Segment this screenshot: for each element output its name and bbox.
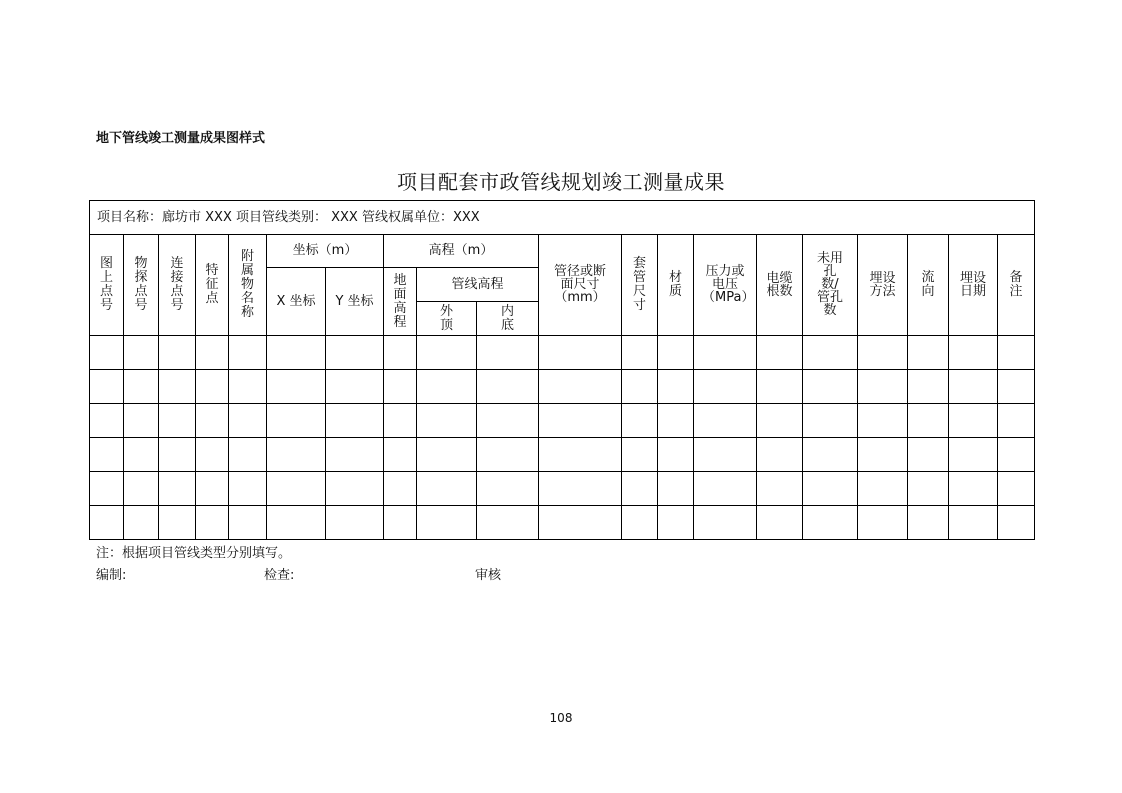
header-row-1 — [90, 235, 1035, 268]
table-cell[interactable] — [477, 370, 539, 404]
table-row — [90, 370, 1035, 404]
table-cell[interactable] — [196, 506, 229, 540]
table-cell[interactable] — [803, 404, 858, 438]
col-header-burial-date: 埋设日期 — [949, 235, 998, 336]
col-header-casing-size: 套管尺寸 — [622, 235, 658, 336]
table-cell[interactable] — [384, 472, 417, 506]
table-cell[interactable] — [658, 438, 694, 472]
col-header-probe-point: 物探点号 — [124, 235, 159, 336]
table-cell[interactable] — [229, 370, 267, 404]
project-info: 项目名称：廊坊市 XXX 项目管线类别： XXX 管线权属单位：XXX — [90, 201, 1035, 235]
col-header-pipe-diameter: 管径或断面尺寸（mm） — [539, 235, 622, 336]
col-header-attachment-name: 附属物名称 — [229, 235, 267, 336]
table-row — [90, 472, 1035, 506]
col-header-y: Y 坐标 — [326, 268, 384, 336]
table-cell[interactable] — [477, 472, 539, 506]
table-cell[interactable] — [229, 336, 267, 370]
page-title: 项目配套市政管线规划竣工测量成果 — [397, 170, 725, 194]
table-cell[interactable] — [384, 438, 417, 472]
table-cell[interactable] — [949, 506, 998, 540]
table-cell[interactable] — [90, 506, 124, 540]
table-cell[interactable] — [949, 404, 998, 438]
table-cell[interactable] — [908, 370, 949, 404]
col-header-outer-top: 外顶 — [417, 302, 477, 336]
col-header-ground-elevation: 地面高程 — [384, 268, 417, 336]
table-cell[interactable] — [124, 336, 159, 370]
table-cell[interactable] — [159, 404, 196, 438]
table-cell[interactable] — [622, 404, 658, 438]
table-cell[interactable] — [326, 370, 384, 404]
col-header-pipe-elevation: 管线高程 — [417, 268, 539, 302]
table-cell[interactable] — [757, 472, 803, 506]
table-cell[interactable] — [622, 438, 658, 472]
table-cell[interactable] — [858, 438, 908, 472]
table-cell[interactable] — [694, 506, 757, 540]
reviewer-label: 审核 — [475, 568, 502, 583]
table-cell[interactable] — [159, 506, 196, 540]
col-header-material: 材质 — [658, 235, 694, 336]
table-cell[interactable] — [658, 506, 694, 540]
table-cell[interactable] — [384, 506, 417, 540]
table-cell[interactable] — [90, 336, 124, 370]
table-cell[interactable] — [803, 336, 858, 370]
table-cell[interactable] — [196, 472, 229, 506]
table-cell[interactable] — [858, 370, 908, 404]
table-cell[interactable] — [326, 438, 384, 472]
table-cell[interactable] — [757, 336, 803, 370]
col-header-x: X 坐标 — [267, 268, 326, 336]
table-cell[interactable] — [229, 404, 267, 438]
table-cell[interactable] — [658, 336, 694, 370]
table-cell[interactable] — [658, 472, 694, 506]
table-cell[interactable] — [90, 472, 124, 506]
table-cell[interactable] — [326, 336, 384, 370]
table-cell[interactable] — [267, 404, 326, 438]
table-cell[interactable] — [90, 370, 124, 404]
table-cell[interactable] — [159, 336, 196, 370]
checker-label: 检查: — [264, 568, 295, 583]
table-cell[interactable] — [694, 370, 757, 404]
table-cell[interactable] — [949, 370, 998, 404]
table-cell[interactable] — [694, 438, 757, 472]
table-cell[interactable] — [757, 404, 803, 438]
table-cell[interactable] — [477, 506, 539, 540]
col-header-coordinates: 坐标（m） — [267, 235, 384, 268]
col-header-map-point: 图上点号 — [90, 235, 124, 336]
table-cell[interactable] — [417, 506, 477, 540]
table-note: 注：根据项目管线类型分别填写。 — [96, 546, 292, 561]
table-cell[interactable] — [858, 472, 908, 506]
table-cell[interactable] — [477, 336, 539, 370]
table-cell[interactable] — [417, 404, 477, 438]
table-cell[interactable] — [90, 404, 124, 438]
col-header-cable-count: 电缆根数 — [757, 235, 803, 336]
table-cell[interactable] — [694, 472, 757, 506]
table-cell[interactable] — [908, 472, 949, 506]
table-row — [90, 404, 1035, 438]
table-cell[interactable] — [858, 404, 908, 438]
table-cell[interactable] — [539, 506, 622, 540]
table-cell[interactable] — [757, 438, 803, 472]
table-cell[interactable] — [539, 472, 622, 506]
table-cell[interactable] — [858, 506, 908, 540]
table-cell[interactable] — [908, 506, 949, 540]
col-header-flow-direction: 流向 — [908, 235, 949, 336]
col-header-feature-point: 特征点 — [196, 235, 229, 336]
survey-results-table — [89, 200, 1035, 540]
table-cell[interactable] — [622, 506, 658, 540]
table-cell[interactable] — [196, 404, 229, 438]
table-cell[interactable] — [196, 336, 229, 370]
table-cell[interactable] — [803, 438, 858, 472]
col-header-pressure: 压力或电压（MPa） — [694, 235, 757, 336]
table-cell[interactable] — [539, 370, 622, 404]
table-cell[interactable] — [757, 370, 803, 404]
table-cell[interactable] — [384, 404, 417, 438]
col-header-remarks: 备注 — [998, 235, 1035, 336]
table-cell[interactable] — [622, 370, 658, 404]
table-cell[interactable] — [90, 438, 124, 472]
table-cell[interactable] — [998, 370, 1035, 404]
table-cell[interactable] — [477, 404, 539, 438]
table-cell[interactable] — [539, 438, 622, 472]
table-cell[interactable] — [124, 472, 159, 506]
table-cell[interactable] — [384, 336, 417, 370]
compiler-label: 编制: — [96, 568, 127, 583]
table-cell[interactable] — [757, 506, 803, 540]
table-cell[interactable] — [803, 472, 858, 506]
table-cell[interactable] — [229, 472, 267, 506]
table-cell[interactable] — [998, 404, 1035, 438]
col-header-burial-method: 埋设方法 — [858, 235, 908, 336]
table-cell[interactable] — [622, 472, 658, 506]
table-cell[interactable] — [124, 506, 159, 540]
table-cell[interactable] — [124, 438, 159, 472]
table-cell[interactable] — [858, 336, 908, 370]
table-cell[interactable] — [694, 336, 757, 370]
table-cell[interactable] — [803, 506, 858, 540]
table-cell[interactable] — [159, 472, 196, 506]
table-cell[interactable] — [998, 472, 1035, 506]
table-cell[interactable] — [417, 472, 477, 506]
table-row — [90, 438, 1035, 472]
table-cell[interactable] — [229, 506, 267, 540]
table-cell[interactable] — [908, 438, 949, 472]
col-header-connect-point: 连接点号 — [159, 235, 196, 336]
table-cell[interactable] — [417, 336, 477, 370]
table-cell[interactable] — [326, 404, 384, 438]
info-row — [90, 201, 1035, 235]
table-cell[interactable] — [658, 370, 694, 404]
col-header-inner-bottom: 内底 — [477, 302, 539, 336]
table-row — [90, 506, 1035, 540]
table-cell[interactable] — [196, 438, 229, 472]
table-cell[interactable] — [908, 404, 949, 438]
table-cell[interactable] — [998, 336, 1035, 370]
table-cell[interactable] — [267, 438, 326, 472]
table-cell[interactable] — [326, 506, 384, 540]
table-cell[interactable] — [124, 404, 159, 438]
col-header-elevation: 高程（m） — [384, 235, 539, 268]
table-cell[interactable] — [908, 336, 949, 370]
table-cell[interactable] — [949, 336, 998, 370]
table-cell[interactable] — [694, 404, 757, 438]
table-cell[interactable] — [803, 370, 858, 404]
table-cell[interactable] — [267, 336, 326, 370]
table-cell[interactable] — [949, 472, 998, 506]
table-row — [90, 336, 1035, 370]
table-cell[interactable] — [539, 404, 622, 438]
table-cell[interactable] — [267, 472, 326, 506]
table-cell[interactable] — [622, 336, 658, 370]
table-cell[interactable] — [949, 438, 998, 472]
table-cell[interactable] — [229, 438, 267, 472]
table-cell[interactable] — [417, 370, 477, 404]
document-caption: 地下管线竣工测量成果图样式 — [96, 131, 266, 146]
table-cell[interactable] — [196, 370, 229, 404]
col-header-unused-holes: 未用孔数/管孔数 — [803, 235, 858, 336]
table-cell[interactable] — [998, 506, 1035, 540]
table-cell[interactable] — [417, 438, 477, 472]
table-cell[interactable] — [658, 404, 694, 438]
table-cell[interactable] — [384, 370, 417, 404]
table-cell[interactable] — [326, 472, 384, 506]
table-cell[interactable] — [124, 370, 159, 404]
table-cell[interactable] — [159, 370, 196, 404]
table-cell[interactable] — [267, 370, 326, 404]
table-cell[interactable] — [159, 438, 196, 472]
table-cell[interactable] — [998, 438, 1035, 472]
table-cell[interactable] — [477, 438, 539, 472]
table-cell[interactable] — [267, 506, 326, 540]
table-cell[interactable] — [539, 336, 622, 370]
page-number: 108 — [549, 711, 573, 725]
